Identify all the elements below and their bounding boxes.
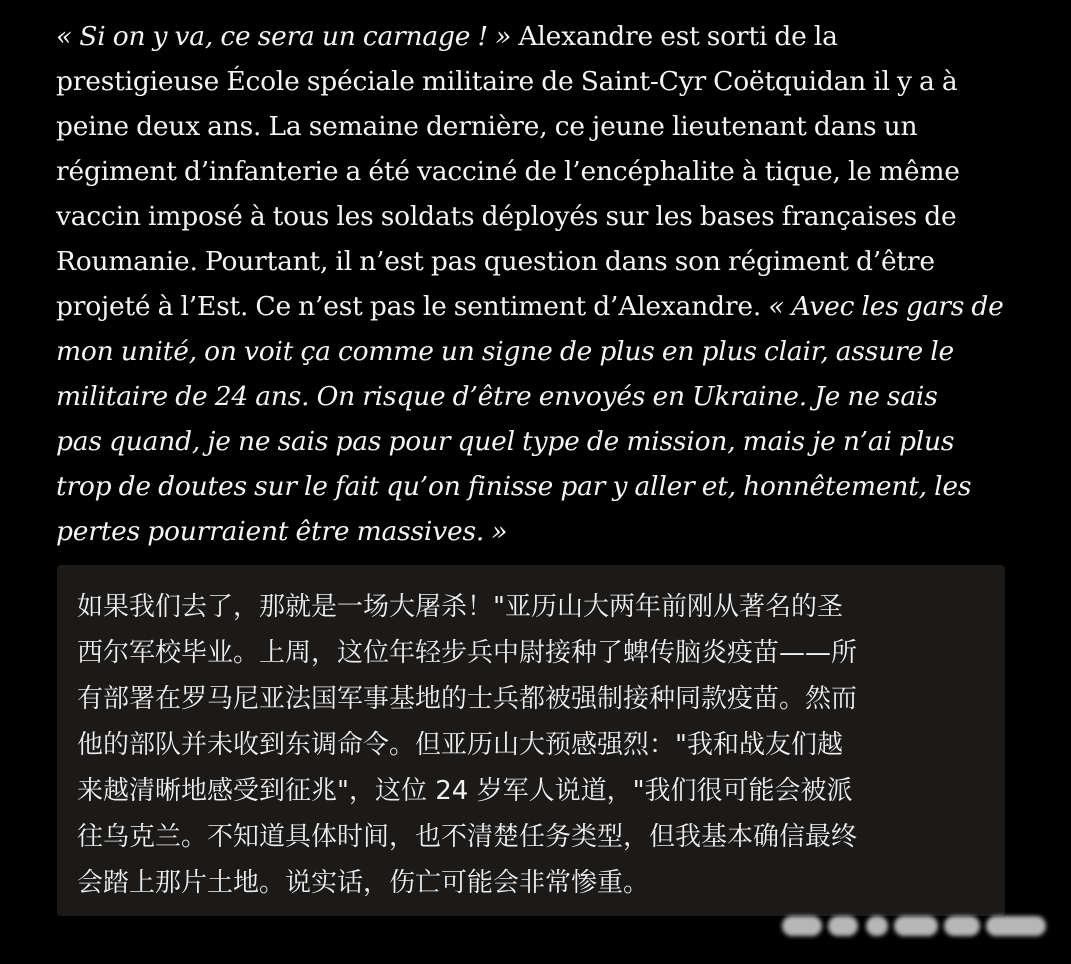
quote-text: mon unité, on voit ça comme un signe de plus en plus clair, assure le (56, 336, 954, 367)
article-line (56, 149, 1016, 194)
watermark (782, 912, 1050, 942)
article-line (56, 464, 1016, 509)
translation-line: 西尔军校毕业。上周，这位年轻步兵中尉接种了蜱传脑炎疫苗——所 (77, 638, 858, 668)
article-line (56, 374, 1016, 419)
translation-line: 有部署在罗马尼亚法国军事基地的士兵都被强制接种同款疫苗。然而 (77, 684, 858, 714)
body-text: régiment d’infanterie a été vacciné de l’encéphalite à tique, le même (56, 156, 960, 187)
article-line (56, 419, 1016, 464)
translation-text-chinese (77, 584, 857, 906)
translation-line: 来越清晰地感受到征兆"，这位 24 岁军人说道，"我们很可能会被派 (77, 776, 853, 806)
body-text: projeté à l’Est. Ce n’est pas le sentiment d’Alexandre. (56, 291, 762, 322)
article-line (56, 284, 1016, 329)
body-text: Alexandre est sorti de la (511, 21, 838, 52)
quote-text: pas quand, je ne sais pas pour quel type de mission, mais je n’ai plus (56, 426, 955, 457)
article-line (56, 329, 1016, 374)
article-line (56, 14, 1016, 59)
body-text: vaccin imposé à tous les soldats déployés sur les bases françaises de (56, 201, 957, 232)
translation-line: 会踏上那片土地。说实话，伤亡可能会非常惨重。 (77, 868, 650, 898)
translation-box (57, 565, 1005, 916)
translation-line: 往乌克兰。不知道具体时间，也不清楚任务类型，但我基本确信最终 (77, 822, 858, 852)
body-text: Roumanie. Pourtant, il n’est pas question dans son régiment d’être (56, 246, 935, 277)
article-line (56, 239, 1016, 284)
article-line (56, 104, 1016, 149)
article-paragraph-french (56, 14, 1016, 554)
translation-line: 如果我们去了，那就是一场大屠杀！"亚历山大两年前刚从著名的圣 (77, 592, 843, 622)
body-text: peine deux ans. La semaine dernière, ce jeune lieutenant dans un (56, 111, 918, 142)
translation-line: 他的部队并未收到东调命令。但亚历山大预感强烈："我和战友们越 (77, 730, 843, 760)
article-line (56, 59, 1016, 104)
quote-text: trop de doutes sur le fait qu’on finisse par y aller et, honnêtement, les (56, 471, 972, 502)
article-line (56, 509, 1016, 554)
quote-text: « Si on y va, ce sera un carnage ! » (56, 21, 512, 52)
quote-text: pertes pourraient être massives. » (56, 516, 508, 547)
article-line (56, 194, 1016, 239)
quote-text: militaire de 24 ans. On risque d’être envoyés en Ukraine. Je ne sais (56, 381, 938, 412)
body-text: prestigieuse École spéciale militaire de Saint-Cyr Coëtquidan il y a à (56, 66, 958, 97)
quote-text: « Avec les gars de (761, 291, 1004, 322)
